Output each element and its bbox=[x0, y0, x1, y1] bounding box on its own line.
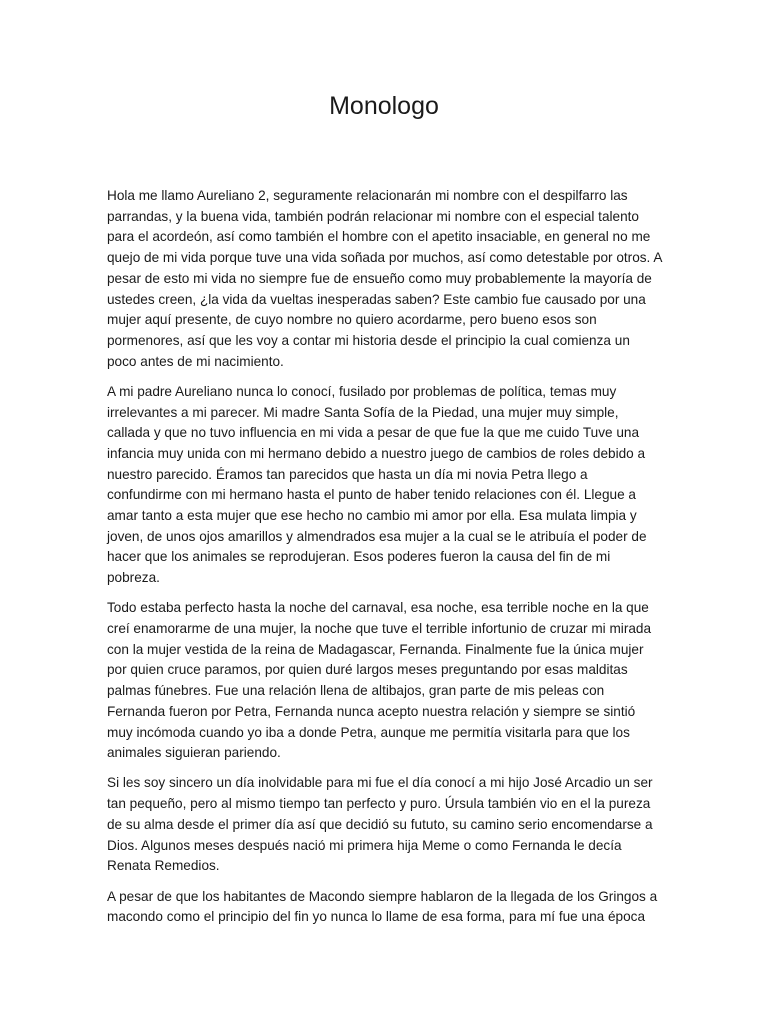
paragraph: Hola me llamo Aureliano 2, seguramente relacionarán mi nombre con el despilfarro las parrandas, y la buena vida, también podrán relacionar mi nombre con el especial talento para el acordeón, así como también el hombre con el apetito insaciable, en general no me quejo de mi vida porque tuve una vida soñada por muchos, así como detestable por otros. A pesar de esto mi vida no siempre fue de ensueño como muy probablemente la mayoría de ustedes creen, ¿la vida da vueltas inesperadas saben? Este cambio fue causado por una mujer aquí presente, de cuyo nombre no quiero acordarme, pero bueno esos son pormenores, así que les voy a contar mi historia desde el principio la cual comienza un poco antes de mi nacimiento. bbox=[107, 188, 662, 369]
paragraph: Si les soy sincero un día inolvidable para mi fue el día conocí a mi hijo José Arcadio un ser tan pequeño, pero al mismo tiempo tan perfecto y puro. Úrsula también vio en el la pureza de su alma desde el primer día así que decidió su fututo, su camino serio encomendarse a Dios. Algunos meses después nació mi primera hija Meme o como Fernanda le decía Renata Remedios. bbox=[107, 775, 653, 874]
document-body bbox=[107, 186, 663, 937]
document-title: Monologo bbox=[329, 92, 439, 120]
paragraph: A mi padre Aureliano nunca lo conocí, fusilado por problemas de política, temas muy irrelevantes a mi parecer. Mi madre Santa Sofía de la Piedad, una mujer muy simple, callada y que no tuvo influencia en mi vida a pesar de que fue la que me cuido Tuve una infancia muy unida con mi hermano debido a nuestro juego de cambios de roles debido a nuestro parecido. Éramos tan parecidos que hasta un día mi novia Petra llego a confundirme con mi hermano hasta el punto de haber tenido relaciones con él. Llegue a amar tanto a esta mujer que ese hecho no cambio mi amor por ella. Esa mulata limpia y joven, de unos ojos amarillos y almendrados esa mujer a la cual se le atribuía el poder de hacer que los animales se reprodujeran. Esos poderes fueron la causa del fin de mi pobreza. bbox=[107, 383, 647, 586]
paragraph: A pesar de que los habitantes de Macondo siempre hablaron de la llegada de los Gringos a macondo como el principio del fin yo nunca lo llame de esa forma, para mí fue una época bbox=[107, 888, 658, 925]
paragraph: Todo estaba perfecto hasta la noche del carnaval, esa noche, esa terrible noche en la que creí enamorarme de una mujer, la noche que tuve el terrible infortunio de cruzar mi mirada con la mujer vestida de la reina de Madagascar, Fernanda. Finalmente fue la única mujer por quien cruce paramos, por quien duré largos meses preguntando por esas malditas palmas fúnebres. Fue una relación llena de altibajos, gran parte de mis peleas con Fernanda fueron por Petra, Fernanda nunca acepto nuestra relación y siempre se sintió muy incómoda cuando yo iba a donde Petra, aunque me permitía visitarla para que los animales siguieran pariendo. bbox=[107, 600, 652, 761]
